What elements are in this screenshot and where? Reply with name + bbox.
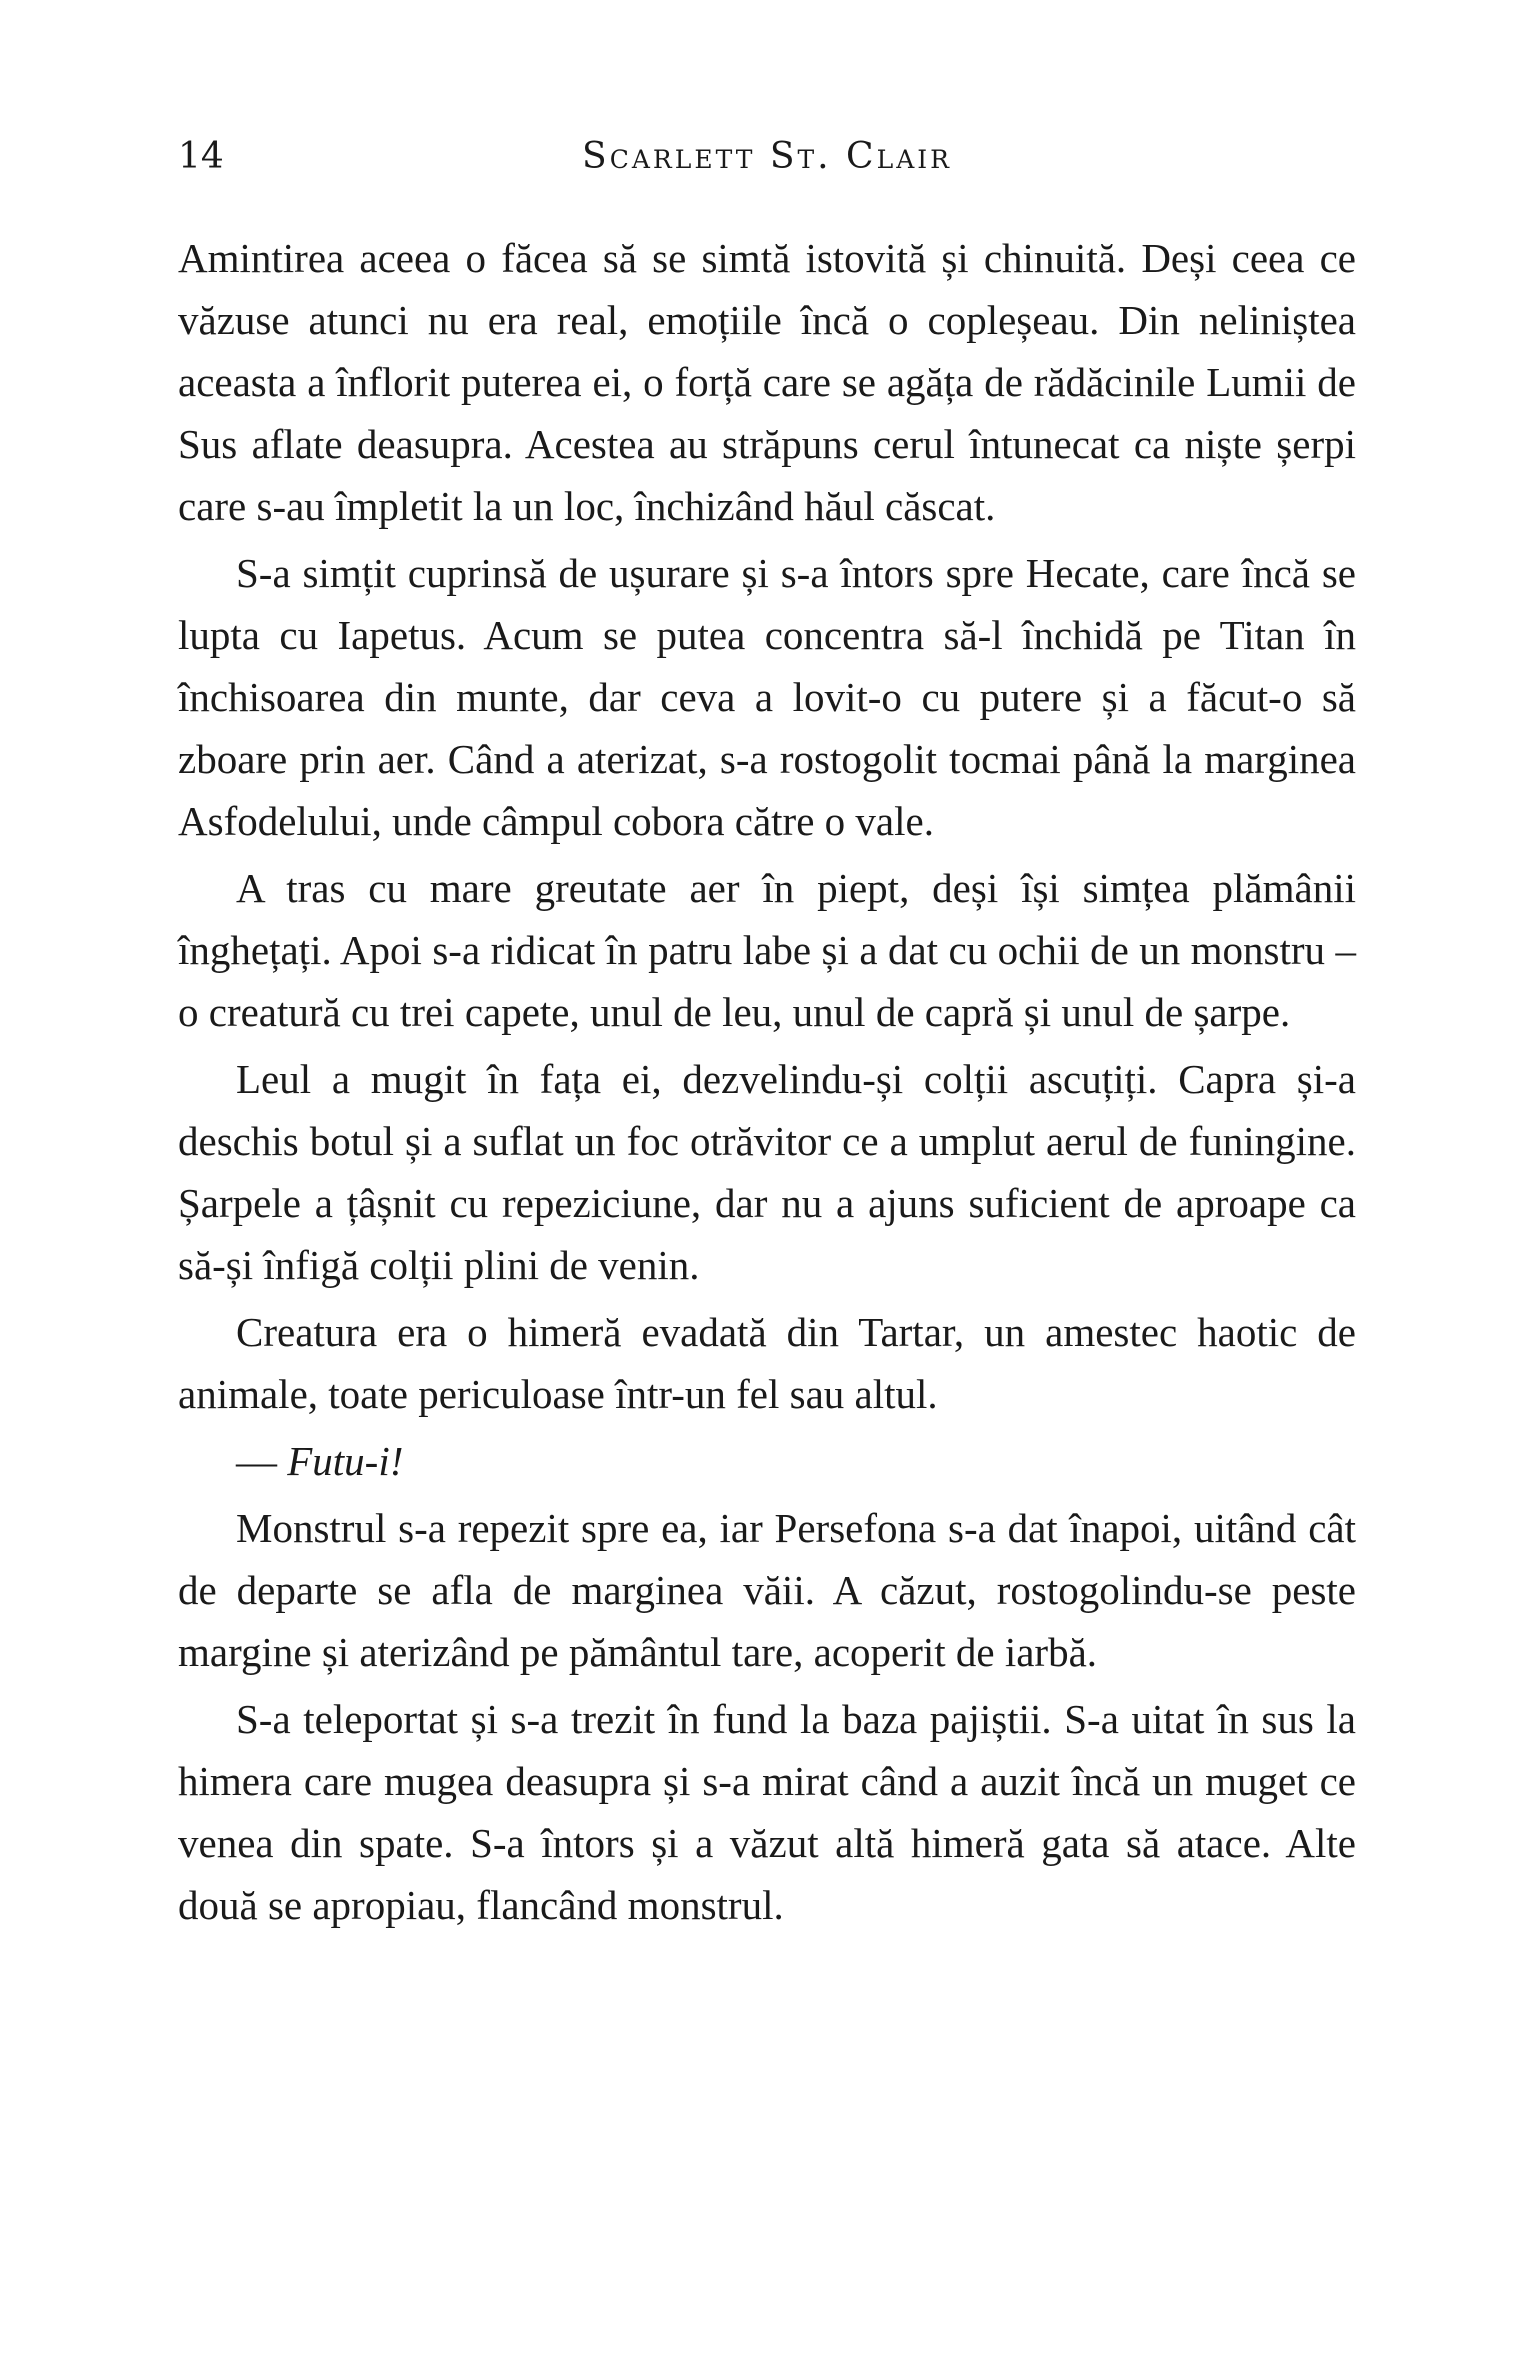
paragraph: Monstrul s-a repezit spre ea, iar Persefona s-a dat înapoi, uitând cât de departe se afla de marginea văii. A căzut, rostogolindu-se peste margine și aterizând pe pământul tare, acoperit de iarbă. <box>178 1505 1356 1675</box>
em-dash: — <box>236 1438 277 1484</box>
page-header <box>178 136 1356 186</box>
paragraph: Leul a mugit în fața ei, dezvelindu-și colții ascuțiți. Capra și-a deschis botul și a suflat un foc otrăvitor ce a umplut aerul de funingine. Șarpele a țâșnit cu repeziciune, dar nu a ajuns suficient de aproape ca să-și înfigă colții plini de venin. <box>178 1056 1356 1288</box>
paragraph: Amintirea aceea o făcea să se simtă istovită și chinuită. Deși ceea ce văzuse atunci nu era real, emoțiile încă o copleșeau. Din neliniștea aceasta a înflorit puterea ei, o forță care se agăța de rădăcinile Lumii de Sus aflate deasupra. Acestea au străpuns cerul întunecat ca niște șerpi care s-au împletit la un loc, închizând hăul căscat. <box>178 235 1356 529</box>
running-head-author: Scarlett St. Clair <box>582 136 952 177</box>
dialogue-text: Futu-i! <box>287 1438 404 1484</box>
dialogue-line <box>178 1430 1356 1492</box>
paragraph: A tras cu mare greutate aer în piept, deși își simțea plămânii înghețați. Apoi s-a ridicat în patru labe și a dat cu ochii de un monstru – o creatură cu trei capete, unul de leu, unul de capră și unul de șarpe. <box>178 865 1356 1035</box>
page-number: 14 <box>178 136 224 177</box>
paragraph: Creatura era o himeră evadată din Tartar, un amestec haotic de animale, toate periculoase într-un fel sau altul. <box>178 1309 1356 1417</box>
paragraph: S-a teleportat și s-a trezit în fund la baza pajiștii. S-a uitat în sus la himera care mugea deasupra și s-a mirat când a auzit încă un muget ce venea din spate. S-a întors și a văzut altă himeră gata să atace. Alte două se apropiau, flancând monstrul. <box>178 1696 1356 1928</box>
paragraph: S-a simțit cuprinsă de ușurare și s-a întors spre Hecate, care încă se lupta cu Iapetus. Acum se putea concentra să-l închidă pe Titan în închisoarea din munte, dar ceva a lovit-o cu putere și a făcut-o să zboare prin aer. Când a aterizat, s-a rostogolit tocmai până la marginea Asfodelului, unde câmpul cobora către o vale. <box>178 550 1356 844</box>
body-text <box>178 227 1356 1936</box>
